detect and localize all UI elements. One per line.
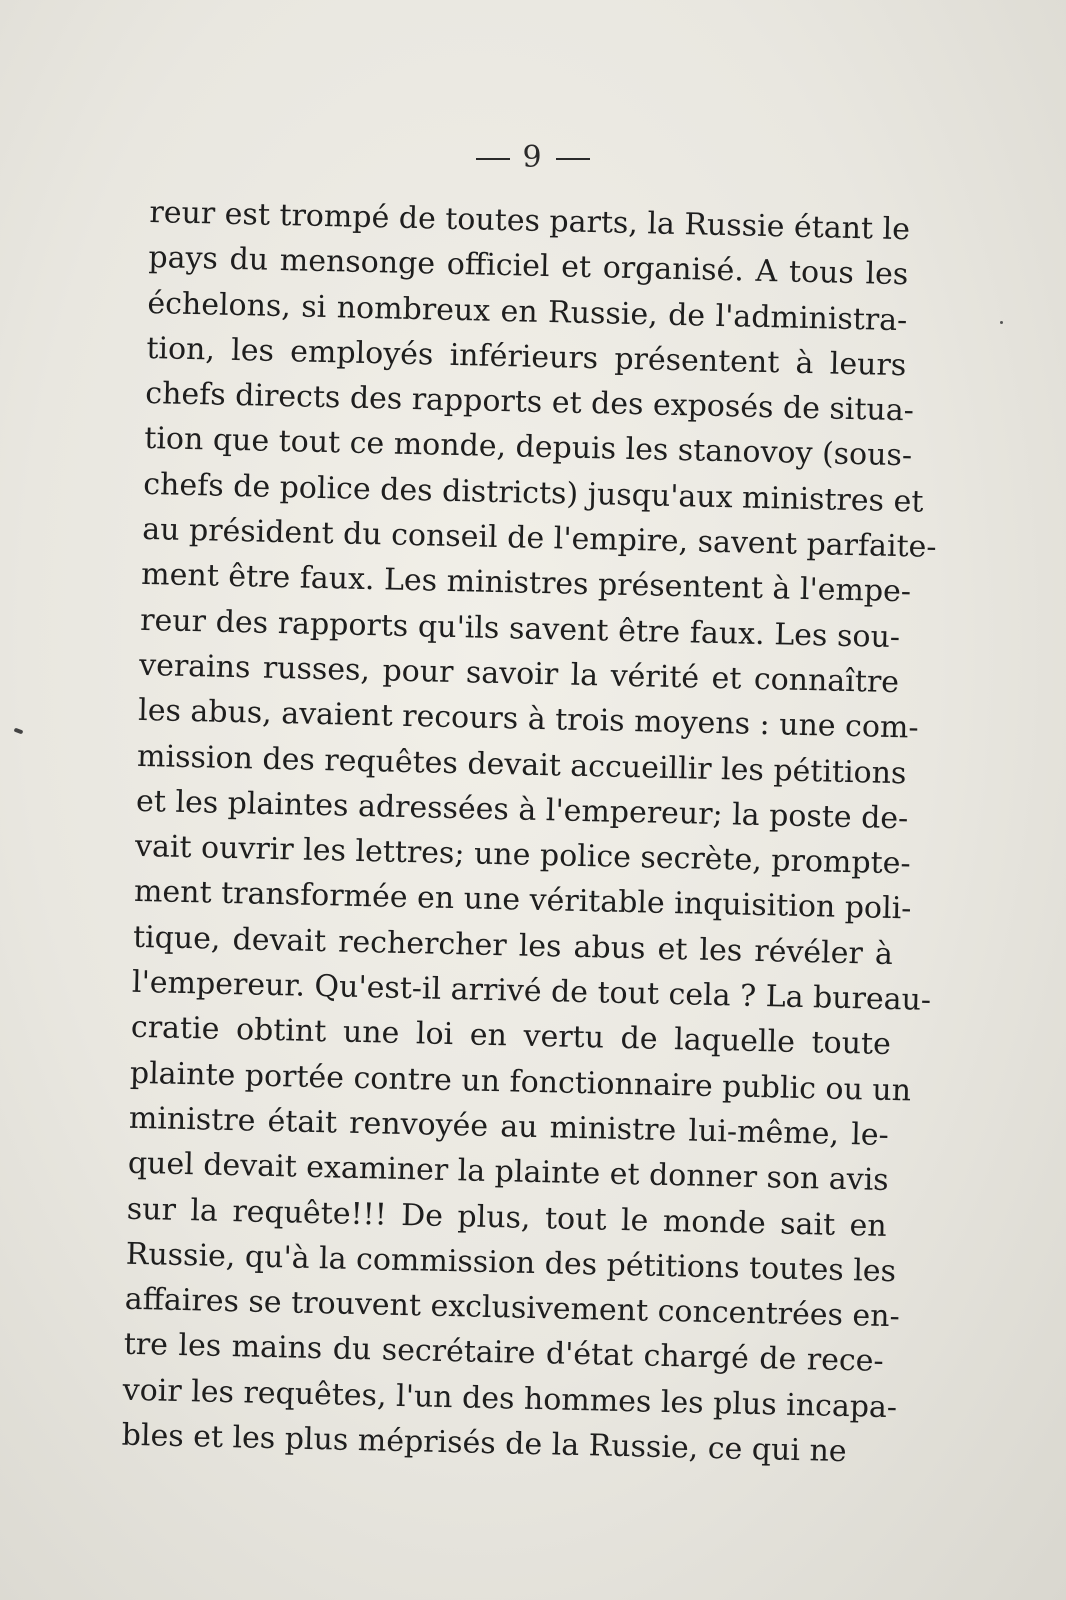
- text-line: voir les requêtes, l'un des hommes les plus incapa-: [122, 1372, 898, 1425]
- folio-dash-left: [476, 158, 510, 160]
- text-line: tion, les employés inférieurs présentent à leurs: [146, 330, 907, 384]
- text-line: reur des rapports qu'ils savent être faux. Les sou-: [139, 602, 901, 655]
- text-line: ment être faux. Les ministres présentent à l'empe-: [140, 557, 912, 610]
- text-line: ministre était renvoyée au ministre lui-même, le-: [128, 1100, 890, 1153]
- paper-speck: [1000, 321, 1003, 324]
- text-line: et les plaintes adressées à l'empereur; la poste de-: [135, 783, 909, 837]
- paper-speck: [14, 728, 24, 735]
- text-line: sur la requête!!! De plus, tout le monde sait en: [126, 1191, 888, 1244]
- text-line: tre les mains du secrétaire d'état chargé de rece-: [123, 1327, 884, 1380]
- body-text: [121, 190, 937, 1475]
- text-line: tique, devait rechercher les abus et les révéler à: [132, 919, 894, 972]
- text-line: vait ouvrir les lettres; une police secrète, prompte-: [134, 828, 911, 882]
- text-line: reur est trompé de toutes parts, la Russie étant le: [149, 194, 911, 248]
- text-line: les abus, avaient recours à trois moyens : une com-: [137, 693, 919, 746]
- folio-dash-right: [556, 158, 590, 160]
- text-line: chefs directs des rapports et des exposés de situa-: [144, 376, 915, 429]
- text-line: échelons, si nombreux en Russie, de l'administra-: [147, 285, 908, 338]
- text-line: tion que tout ce monde, depuis les stanovoy (sous-: [143, 421, 913, 474]
- text-line: chefs de police des districts) jusqu'aux ministres et: [142, 466, 924, 520]
- page-number: [0, 140, 1066, 175]
- text-line: cratie obtint une loi en vertu de laquelle toute: [130, 1010, 892, 1063]
- text-line: pays du mensonge officiel et organisé. A tous les: [148, 240, 909, 293]
- text-line: plainte portée contre un fonctionnaire public ou un: [129, 1055, 912, 1109]
- text-line: ment transformée en une véritable inquisition poli-: [133, 874, 912, 927]
- text-line: au président du conseil de l'empire, savent parfaite-: [141, 511, 937, 566]
- text-line: affaires se trouvent exclusivement concentrées en-: [124, 1281, 901, 1335]
- text-line: l'empereur. Qu'est-il arrivé de tout cela ? La bureau-: [131, 964, 932, 1018]
- text-line: quel devait examiner la plainte et donner son avis: [127, 1145, 890, 1199]
- text-line: bles et les plus méprisés de la Russie, ce qui ne: [121, 1417, 847, 1470]
- text-line: Russie, qu'à la commission des pétitions toutes les: [125, 1236, 897, 1290]
- text-line: mission des requêtes devait accueillir les pétitions: [136, 738, 907, 791]
- page-number-value: 9: [522, 140, 544, 175]
- text-line: verains russes, pour savoir la vérité et connaître: [138, 647, 900, 701]
